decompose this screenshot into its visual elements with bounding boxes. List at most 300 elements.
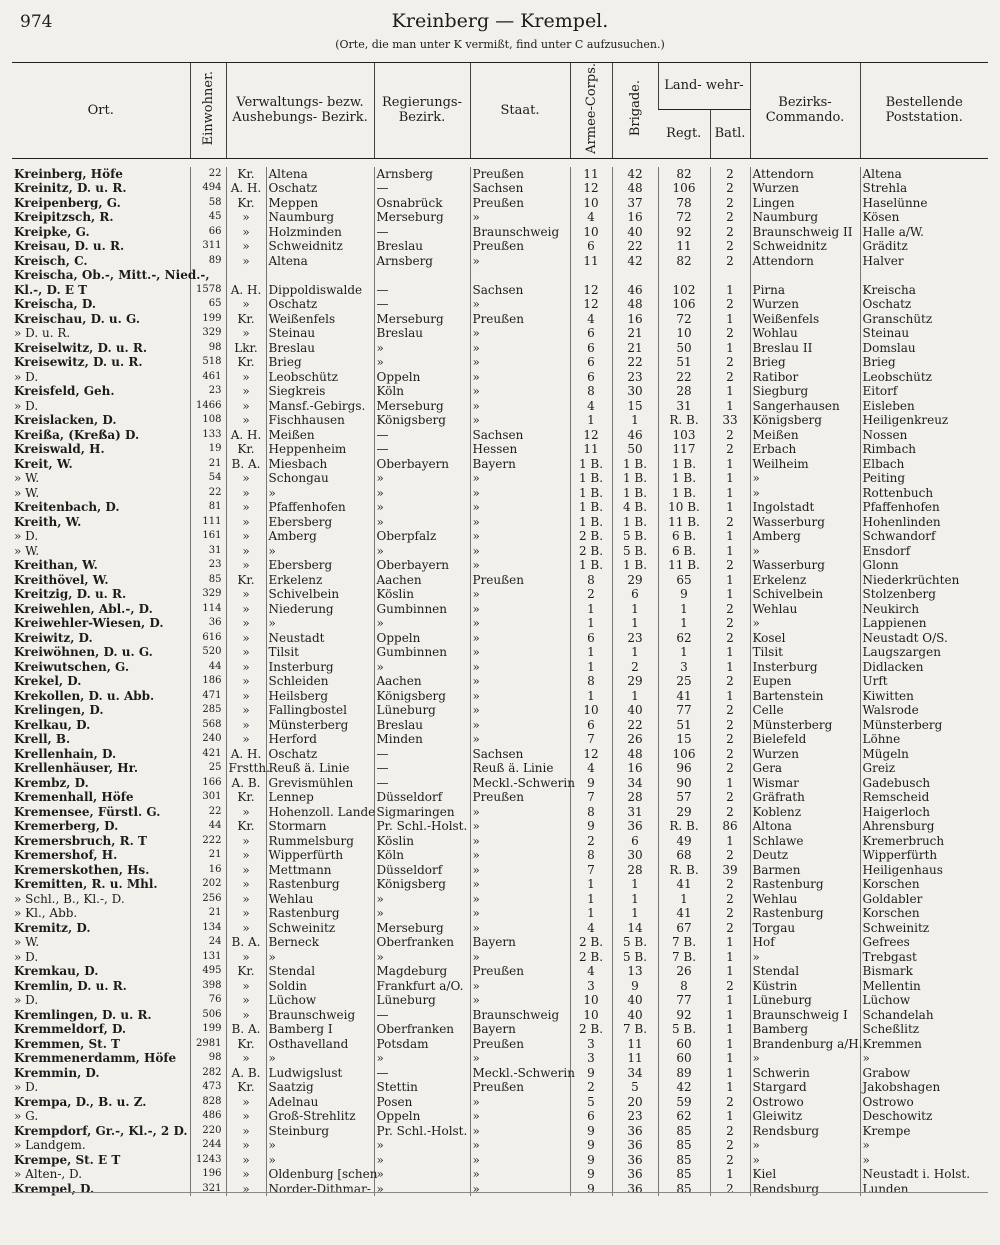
cell-poststation: Rimbach <box>860 442 988 457</box>
cell-amt: » <box>226 399 266 414</box>
cell-bezirks-commando <box>750 268 860 283</box>
cell-einwohner: 76 <box>190 993 226 1008</box>
table-row <box>12 283 988 298</box>
cell-bezirks-commando: Wismar <box>750 776 860 791</box>
cell-poststation: Rottenbuch <box>860 486 988 501</box>
cell-bezirks-commando: Rastenburg <box>750 877 860 892</box>
cell-amt: » <box>226 370 266 385</box>
cell-bezirks-commando: Braunschweig II <box>750 225 860 240</box>
cell-staat: Sachsen <box>470 428 570 443</box>
cell-regierung: Merseburg <box>374 210 470 225</box>
table-row <box>12 1080 988 1095</box>
cell-brigade: 6 <box>612 587 658 602</box>
cell-amt: A. H. <box>226 428 266 443</box>
table-row <box>12 660 988 675</box>
cell-verwaltung: Insterburg <box>266 660 374 675</box>
header-verwaltung: Verwaltungs- bezw. Aushebungs- Bezirk. <box>226 63 374 159</box>
cell-bezirks-commando: Deutz <box>750 848 860 863</box>
cell-bezirks-commando: Wohlau <box>750 326 860 341</box>
header-regt: Regt. <box>658 109 710 158</box>
cell-brigade: 16 <box>612 312 658 327</box>
table-row <box>12 790 988 805</box>
cell-regierung: » <box>374 515 470 530</box>
cell-armee-corps: 2 B. <box>570 1022 612 1037</box>
cell-verwaltung: Bamberg I <box>266 1022 374 1037</box>
cell-einwohner: 311 <box>190 239 226 254</box>
cell-poststation: Ostrowo <box>860 1095 988 1110</box>
cell-regierung: — <box>374 747 470 762</box>
table-row <box>12 935 988 950</box>
cell-regt: 77 <box>658 703 710 718</box>
cell-armee-corps: 1 B. <box>570 500 612 515</box>
table-row <box>12 848 988 863</box>
cell-poststation: Neustadt i. Holst. <box>860 1167 988 1182</box>
cell-regt: 10 <box>658 326 710 341</box>
table-row <box>12 442 988 457</box>
cell-batl: 2 <box>710 1182 750 1197</box>
table-row <box>12 1008 988 1023</box>
cell-verwaltung: Wipperfürth <box>266 848 374 863</box>
cell-ort: Kreiselwitz, D. u. R. <box>14 340 148 355</box>
cell-armee-corps: 4 <box>570 399 612 414</box>
cell-ort: Kremmen, St. T <box>14 1036 120 1051</box>
cell-brigade: 11 <box>612 1051 658 1066</box>
cell-staat: » <box>470 732 570 747</box>
cell-poststation: Brieg <box>860 355 988 370</box>
cell-regierung: Köslin <box>374 834 470 849</box>
cell-poststation: Halver <box>860 254 988 269</box>
cell-regierung: » <box>374 950 470 965</box>
cell-poststation: Urft <box>860 674 988 689</box>
cell-ort: Kreipke, G. <box>14 224 90 239</box>
cell-batl: 2 <box>710 892 750 907</box>
cell-regierung: Breslau <box>374 718 470 733</box>
header-brigade: Brigade. <box>612 63 658 159</box>
cell-bezirks-commando: Wasserburg <box>750 515 860 530</box>
cell-staat: » <box>470 834 570 849</box>
table-row <box>12 486 988 501</box>
cell-amt: » <box>226 544 266 559</box>
cell-poststation: Heiligenhaus <box>860 863 988 878</box>
cell-staat: Meckl.-Schwerin <box>470 776 570 791</box>
cell-poststation: Didlacken <box>860 660 988 675</box>
cell-poststation: Deschowitz <box>860 1109 988 1124</box>
cell-regierung: » <box>374 1167 470 1182</box>
cell-staat: » <box>470 616 570 631</box>
cell-batl: 86 <box>710 819 750 834</box>
cell-regierung: Lüneburg <box>374 703 470 718</box>
cell-einwohner: 329 <box>190 587 226 602</box>
cell-staat: Preußen <box>470 312 570 327</box>
cell-ort: Kreitenbach, D. <box>14 500 120 515</box>
cell-brigade: 5 <box>612 1080 658 1095</box>
page-subtitle: (Orte, die man unter K vermißt, find unter C aufzusuchen.) <box>335 38 665 51</box>
cell-regierung: Aachen <box>374 674 470 689</box>
cell-brigade: 1 B. <box>612 471 658 486</box>
cell-staat: Sachsen <box>470 283 570 298</box>
cell-armee-corps: 6 <box>570 1109 612 1124</box>
cell-staat: » <box>470 1138 570 1153</box>
table-row <box>12 1066 988 1081</box>
cell-ort: Kremersbruch, R. T <box>14 833 147 848</box>
cell-staat: » <box>470 645 570 660</box>
cell-regierung: » <box>374 1153 470 1168</box>
cell-brigade: 1 B. <box>612 515 658 530</box>
cell-batl: 2 <box>710 239 750 254</box>
cell-brigade: 34 <box>612 776 658 791</box>
cell-armee-corps: 4 <box>570 312 612 327</box>
cell-poststation: Haselünne <box>860 196 988 211</box>
cell-amt: » <box>226 1182 266 1197</box>
cell-regierung: — <box>374 1008 470 1023</box>
cell-batl: 2 <box>710 428 750 443</box>
cell-staat: » <box>470 805 570 820</box>
cell-regierung: Aachen <box>374 573 470 588</box>
cell-regierung: Königsberg <box>374 413 470 428</box>
cell-armee-corps: 5 <box>570 1095 612 1110</box>
cell-poststation: » <box>860 1153 988 1168</box>
cell-brigade: 28 <box>612 863 658 878</box>
table-row <box>12 877 988 892</box>
cell-verwaltung: » <box>266 544 374 559</box>
cell-batl: 1 <box>710 573 750 588</box>
cell-batl: 2 <box>710 718 750 733</box>
cell-verwaltung: Ebersberg <box>266 515 374 530</box>
cell-bezirks-commando: Ingolstadt <box>750 500 860 515</box>
cell-bezirks-commando: Wurzen <box>750 747 860 762</box>
cell-poststation: Haigerloch <box>860 805 988 820</box>
cell-regt: 31 <box>658 399 710 414</box>
cell-amt: » <box>226 500 266 515</box>
cell-staat: » <box>470 413 570 428</box>
table-row <box>12 863 988 878</box>
cell-regt: 8 <box>658 979 710 994</box>
cell-regt <box>658 268 710 283</box>
cell-staat: » <box>470 544 570 559</box>
cell-poststation: Schwandorf <box>860 529 988 544</box>
cell-ort: Kreithan, W. <box>14 558 98 573</box>
cell-regt: 57 <box>658 790 710 805</box>
cell-armee-corps: 1 B. <box>570 558 612 573</box>
cell-amt: » <box>226 1095 266 1110</box>
cell-staat: » <box>470 892 570 907</box>
cell-brigade: 16 <box>612 761 658 776</box>
cell-poststation: Mellentin <box>860 979 988 994</box>
cell-bezirks-commando: Küstrin <box>750 979 860 994</box>
table-row <box>12 1182 988 1197</box>
cell-poststation: Ensdorf <box>860 544 988 559</box>
table-row <box>12 979 988 994</box>
cell-einwohner: 398 <box>190 979 226 994</box>
cell-ort: Krell, B. <box>14 732 71 747</box>
cell-bezirks-commando: Bamberg <box>750 1022 860 1037</box>
table-row <box>12 689 988 704</box>
cell-poststation: Kiwitten <box>860 689 988 704</box>
cell-amt: » <box>226 863 266 878</box>
header-bezirks-commando: Bezirks- Commando. <box>750 63 860 159</box>
cell-poststation: Mügeln <box>860 747 988 762</box>
cell-verwaltung: Mansf.-Gebirgs. <box>266 399 374 414</box>
cell-bezirks-commando: » <box>750 1153 860 1168</box>
cell-poststation: Neustadt O/S. <box>860 631 988 646</box>
cell-brigade: 22 <box>612 239 658 254</box>
cell-staat: Preußen <box>470 167 570 182</box>
cell-staat: » <box>470 1182 570 1197</box>
cell-bezirks-commando: » <box>750 616 860 631</box>
cell-einwohner: 134 <box>190 921 226 936</box>
cell-regt: 1 B. <box>658 457 710 472</box>
cell-verwaltung: Hohenzoll. Lande <box>266 805 374 820</box>
cell-poststation: Jakobshagen <box>860 1080 988 1095</box>
cell-regt: 72 <box>658 210 710 225</box>
cell-brigade: 36 <box>612 1138 658 1153</box>
cell-regt: 106 <box>658 297 710 312</box>
cell-batl: 1 <box>710 964 750 979</box>
cell-einwohner: 220 <box>190 1124 226 1139</box>
cell-verwaltung: Altena <box>266 167 374 182</box>
cell-einwohner: 285 <box>190 703 226 718</box>
page-title: Kreinberg — Krempel. <box>391 10 609 32</box>
table-row <box>12 167 988 182</box>
cell-ort: Kremmenerdamm, Höfe <box>14 1051 177 1066</box>
cell-poststation: Goldabler <box>860 892 988 907</box>
cell-armee-corps: 1 <box>570 892 612 907</box>
cell-bezirks-commando: » <box>750 1051 860 1066</box>
cell-poststation: Schweinitz <box>860 921 988 936</box>
cell-staat: » <box>470 341 570 356</box>
cell-brigade: 40 <box>612 703 658 718</box>
cell-regt: 6 B. <box>658 544 710 559</box>
cell-regierung: Sigmaringen <box>374 805 470 820</box>
cell-bezirks-commando: Wurzen <box>750 297 860 312</box>
cell-batl: 1 <box>710 1051 750 1066</box>
cell-poststation: Granschütz <box>860 312 988 327</box>
cell-regt: 68 <box>658 848 710 863</box>
cell-ort: Kremlingen, D. u. R. <box>14 1007 152 1022</box>
cell-armee-corps: 9 <box>570 1138 612 1153</box>
cell-amt: » <box>226 297 266 312</box>
cell-armee-corps: 10 <box>570 196 612 211</box>
cell-regt: 1 B. <box>658 471 710 486</box>
cell-brigade: 23 <box>612 1109 658 1124</box>
cell-regierung: Oberfranken <box>374 935 470 950</box>
cell-ort: Krellenhain, D. <box>14 746 117 761</box>
cell-regt: 82 <box>658 254 710 269</box>
cell-regt: 11 B. <box>658 558 710 573</box>
cell-brigade: 1 <box>612 877 658 892</box>
table-row <box>12 355 988 370</box>
cell-regt: 9 <box>658 587 710 602</box>
cell-staat: » <box>470 297 570 312</box>
table-row <box>12 1138 988 1153</box>
cell-einwohner: 22 <box>190 486 226 501</box>
cell-regt: 11 <box>658 239 710 254</box>
table-row <box>12 819 988 834</box>
cell-bezirks-commando: Altona <box>750 819 860 834</box>
cell-amt: » <box>226 921 266 936</box>
cell-einwohner: 282 <box>190 1066 226 1081</box>
cell-amt: » <box>226 1109 266 1124</box>
cell-regt: 82 <box>658 167 710 182</box>
cell-ort: Kremkau, D. <box>14 964 99 979</box>
cell-verwaltung: Heppenheim <box>266 442 374 457</box>
cell-batl: 1 <box>710 1022 750 1037</box>
cell-armee-corps: 2 B. <box>570 544 612 559</box>
cell-ort: » W. <box>14 935 40 950</box>
cell-verwaltung: Tilsit <box>266 645 374 660</box>
cell-staat: Meckl.-Schwerin <box>470 1066 570 1081</box>
cell-amt: » <box>226 529 266 544</box>
cell-regierung: » <box>374 341 470 356</box>
cell-verwaltung: Wehlau <box>266 892 374 907</box>
cell-regt: 85 <box>658 1138 710 1153</box>
cell-amt: » <box>226 703 266 718</box>
cell-brigade: 40 <box>612 993 658 1008</box>
cell-ort: Kreitzig, D. u. R. <box>14 587 127 602</box>
cell-bezirks-commando: Insterburg <box>750 660 860 675</box>
cell-staat: » <box>470 384 570 399</box>
cell-batl: 1 <box>710 399 750 414</box>
cell-poststation: » <box>860 1051 988 1066</box>
cell-brigade: 5 B. <box>612 529 658 544</box>
cell-bezirks-commando: Hof <box>750 935 860 950</box>
cell-einwohner: 471 <box>190 689 226 704</box>
cell-staat: Bayern <box>470 1022 570 1037</box>
cell-regt: 90 <box>658 776 710 791</box>
cell-regierung: Oberpfalz <box>374 529 470 544</box>
cell-staat: » <box>470 819 570 834</box>
cell-poststation: Ahrensburg <box>860 819 988 834</box>
cell-staat: » <box>470 703 570 718</box>
cell-brigade: 30 <box>612 384 658 399</box>
cell-regierung: Köslin <box>374 587 470 602</box>
cell-regt: R. B. <box>658 413 710 428</box>
cell-bezirks-commando: Kosel <box>750 631 860 646</box>
cell-brigade: 36 <box>612 1167 658 1182</box>
cell-bezirks-commando: Pirna <box>750 283 860 298</box>
cell-einwohner: 421 <box>190 747 226 762</box>
cell-bezirks-commando: Schwerin <box>750 1066 860 1081</box>
cell-bezirks-commando: Erbach <box>750 442 860 457</box>
cell-verwaltung: Schongau <box>266 471 374 486</box>
cell-verwaltung: Meppen <box>266 196 374 211</box>
cell-armee-corps: 7 <box>570 732 612 747</box>
cell-batl: 2 <box>710 979 750 994</box>
cell-staat: Bayern <box>470 457 570 472</box>
cell-regierung: Köln <box>374 848 470 863</box>
cell-einwohner: 329 <box>190 326 226 341</box>
cell-regt: 42 <box>658 1080 710 1095</box>
cell-regierung: — <box>374 1066 470 1081</box>
cell-ort: Kremensee, Fürstl. G. <box>14 804 161 819</box>
cell-brigade: 30 <box>612 848 658 863</box>
cell-poststation: Steinau <box>860 326 988 341</box>
cell-ort: Krempe, St. E T <box>14 1152 121 1167</box>
cell-amt: B. A. <box>226 457 266 472</box>
cell-ort: Kreisfeld, Geh. <box>14 384 115 399</box>
cell-brigade: 42 <box>612 167 658 182</box>
cell-poststation: Gräditz <box>860 239 988 254</box>
cell-ort: » D. <box>14 993 39 1008</box>
cell-regt: 60 <box>658 1051 710 1066</box>
cell-regt: 26 <box>658 964 710 979</box>
cell-verwaltung: Breslau <box>266 341 374 356</box>
cell-regierung: » <box>374 1182 470 1197</box>
table-row <box>12 326 988 341</box>
cell-staat: » <box>470 993 570 1008</box>
cell-einwohner: 23 <box>190 384 226 399</box>
cell-ort: Kremershof, H. <box>14 848 118 863</box>
cell-brigade: 1 <box>612 906 658 921</box>
cell-poststation: Lüchow <box>860 993 988 1008</box>
cell-armee-corps: 1 B. <box>570 471 612 486</box>
table-row <box>12 616 988 631</box>
cell-verwaltung: Dippoldiswalde <box>266 283 374 298</box>
cell-amt: » <box>226 210 266 225</box>
cell-poststation: Walsrode <box>860 703 988 718</box>
cell-verwaltung: Lüchow <box>266 993 374 1008</box>
cell-amt: » <box>226 1167 266 1182</box>
cell-regt: 102 <box>658 283 710 298</box>
cell-verwaltung: Münsterberg <box>266 718 374 733</box>
cell-ort: Kreiwutschen, G. <box>14 659 130 674</box>
cell-bezirks-commando: Wurzen <box>750 181 860 196</box>
cell-armee-corps: 2 B. <box>570 529 612 544</box>
cell-amt: » <box>226 1153 266 1168</box>
header-armee-corps: Armee-Corps. <box>570 63 612 159</box>
cell-poststation: Laugszargen <box>860 645 988 660</box>
cell-verwaltung: » <box>266 1153 374 1168</box>
cell-brigade: 29 <box>612 674 658 689</box>
cell-amt: » <box>226 674 266 689</box>
cell-brigade: 1 <box>612 645 658 660</box>
cell-armee-corps: 11 <box>570 254 612 269</box>
cell-verwaltung: » <box>266 486 374 501</box>
cell-armee-corps: 4 <box>570 921 612 936</box>
cell-amt: Kr. <box>226 1037 266 1052</box>
cell-poststation: Kreischa <box>860 283 988 298</box>
cell-regierung: Düsseldorf <box>374 790 470 805</box>
cell-einwohner: 22 <box>190 167 226 182</box>
cell-einwohner: 568 <box>190 718 226 733</box>
cell-amt: » <box>226 689 266 704</box>
cell-brigade: 7 B. <box>612 1022 658 1037</box>
cell-regt: 92 <box>658 225 710 240</box>
cell-amt: » <box>226 906 266 921</box>
cell-batl: 2 <box>710 210 750 225</box>
cell-bezirks-commando: Koblenz <box>750 805 860 820</box>
cell-batl: 1 <box>710 457 750 472</box>
cell-ort: Kreinitz, D. u. R. <box>14 181 127 196</box>
cell-ort: » Schl., B., Kl.-, D. <box>14 891 125 906</box>
cell-armee-corps: 11 <box>570 442 612 457</box>
cell-batl: 1 <box>710 544 750 559</box>
cell-einwohner: 58 <box>190 196 226 211</box>
cell-bezirks-commando: Lingen <box>750 196 860 211</box>
cell-staat: » <box>470 1124 570 1139</box>
header-staat: Staat. <box>470 63 570 159</box>
cell-bezirks-commando: Wehlau <box>750 602 860 617</box>
cell-armee-corps: 2 B. <box>570 935 612 950</box>
cell-armee-corps: 1 B. <box>570 486 612 501</box>
table-row <box>12 558 988 573</box>
cell-verwaltung: Braunschweig <box>266 1008 374 1023</box>
table-row <box>12 254 988 269</box>
cell-batl: 1 <box>710 776 750 791</box>
cell-armee-corps: 6 <box>570 326 612 341</box>
cell-staat: Preußen <box>470 964 570 979</box>
cell-armee-corps: 8 <box>570 384 612 399</box>
